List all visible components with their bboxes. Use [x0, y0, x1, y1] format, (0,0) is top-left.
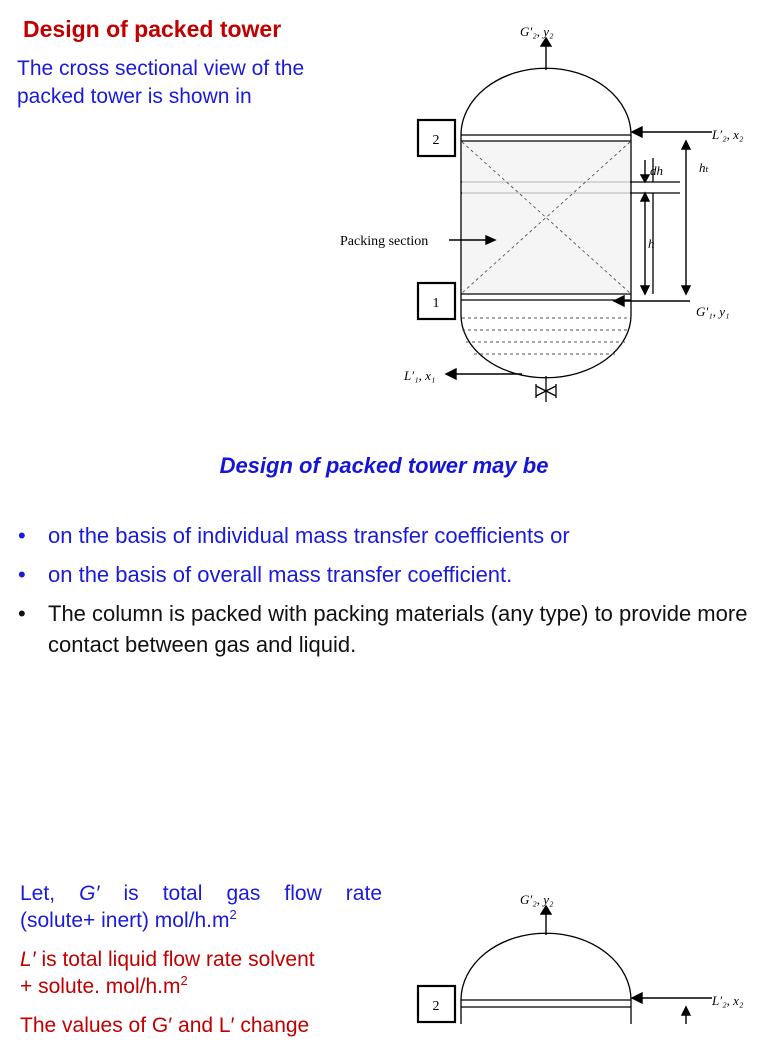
gas-flow-definition: Let, G′ is total gas flow rate (solute+ inert) mol/$h.m^2$ — [20, 882, 382, 932]
bullet-list — [14, 520, 754, 668]
h-label: h — [648, 236, 655, 251]
gas-inlet-label: G′₁, y₁ — [696, 304, 730, 319]
packing-section-label: Packing section — [340, 234, 429, 249]
bullet-item: • on the basis of individual mass transfer coefficients or — [14, 520, 754, 551]
bullet-item: • on the basis of overall mass transfer coefficient. — [14, 559, 754, 590]
packed-tower-diagram-repeat — [330, 880, 768, 1024]
slide-title: Design of packed tower — [23, 16, 282, 42]
stage-box-2-repeat: 2 — [432, 999, 440, 1014]
liquid-flow-definition: L′ is total liquid flow rate solvent + solute. mol/$h.m^2$ — [20, 948, 315, 998]
lower-definitions — [20, 880, 382, 1051]
bullet-icon: • — [18, 601, 26, 626]
dh-label: dh — [650, 163, 663, 178]
liquid-inlet-label: L′₂, x₂ — [712, 127, 744, 142]
bullet-item: • The column is packed with packing materials (any type) to provide more contact between gas and liquid. — [14, 598, 754, 660]
bullet-icon: • — [18, 562, 26, 587]
gas-outlet-label-repeat: G′₂, y₂ — [520, 892, 554, 907]
liquid-inlet-label-repeat: L′₂, x₂ — [712, 993, 744, 1008]
stage-box-2: 2 — [432, 133, 440, 148]
gas-outlet-label: G′₂, y₂ — [520, 24, 554, 39]
intro-text: The cross sectional view of the packed tower is shown in — [17, 57, 305, 108]
bullet-icon: • — [18, 523, 26, 548]
liquid-outlet-label: L′₁, x₁ — [404, 368, 436, 383]
section-subheading: Design of packed tower may be — [219, 453, 549, 478]
hT-label: hₜ — [699, 160, 709, 175]
partial-text: The values of G′ and L′ change — [20, 1014, 310, 1037]
stage-box-1: 1 — [432, 296, 440, 311]
packed-tower-diagram — [330, 14, 768, 414]
